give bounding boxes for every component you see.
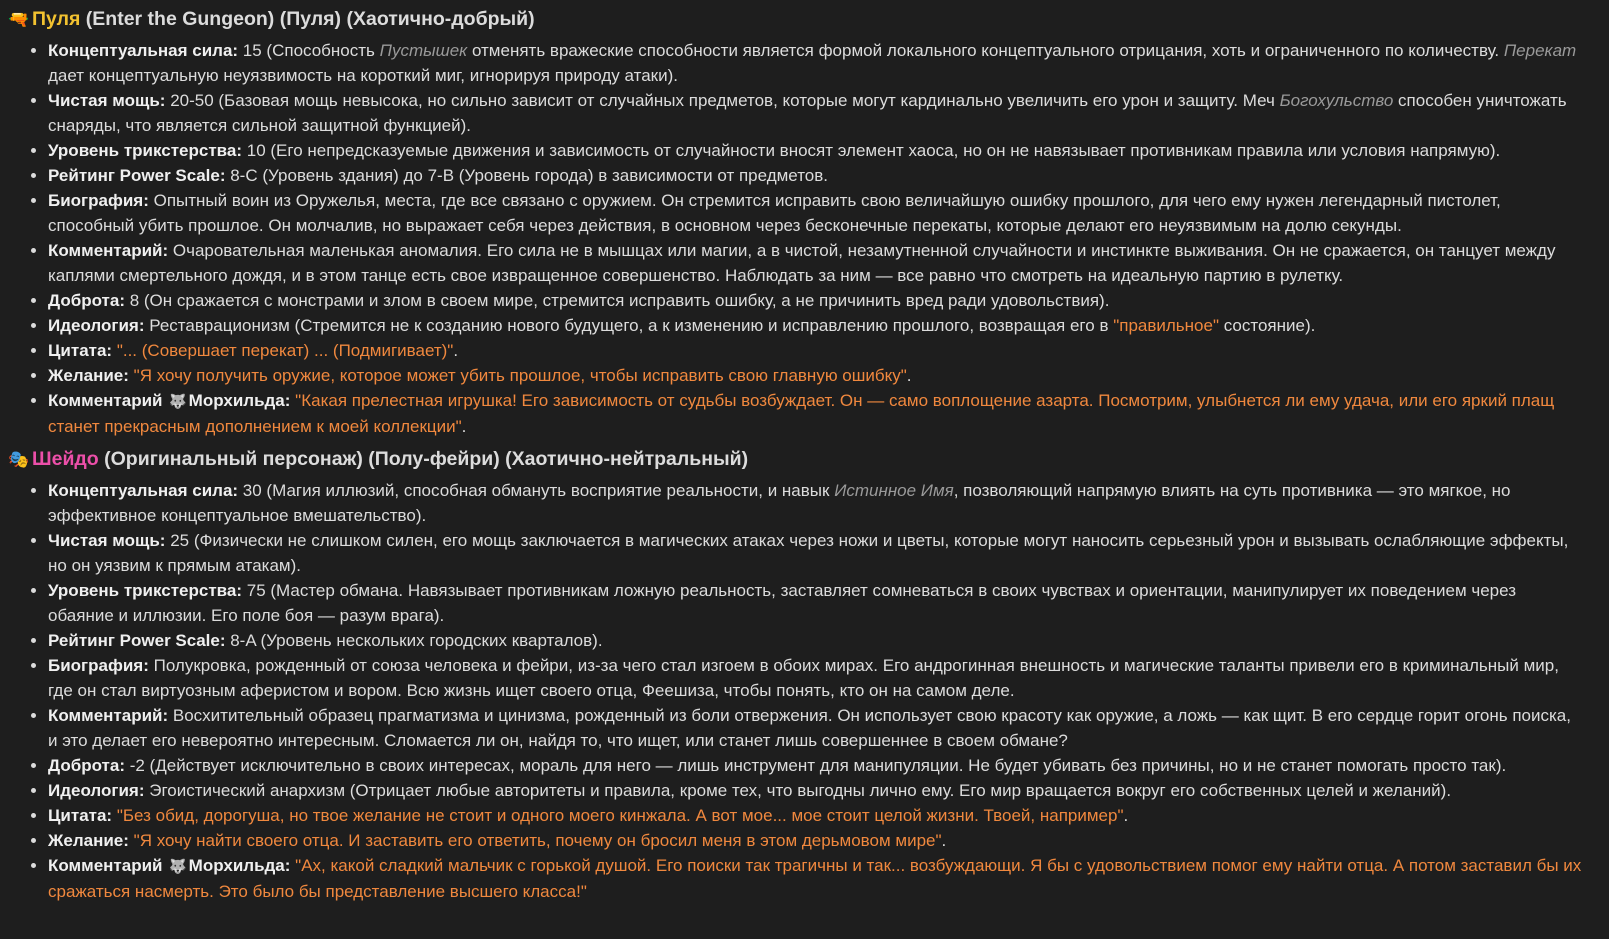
stat-label: Комментарий: bbox=[48, 241, 169, 260]
stat-text: состояние). bbox=[1219, 316, 1316, 335]
stat-item bbox=[48, 88, 1585, 138]
stat-text: Эгоистический анархизм (Отрицает любые авторитеты и правила, кроме тех, что выгодны лично ему. Его мир вращается вокруг его собственных целей и желаний). bbox=[144, 781, 1452, 800]
quote-text: "правильное" bbox=[1113, 316, 1219, 335]
stat-item bbox=[48, 388, 1585, 439]
quote-text: "... (Совершает перекат) ... (Подмигивает)" bbox=[116, 341, 454, 360]
quote-text: "Я хочу найти своего отца. И заставить его ответить, почему он бросил меня в этом дерьмовом мире" bbox=[133, 831, 942, 850]
stat-item bbox=[48, 528, 1585, 578]
entry-heading bbox=[8, 445, 1585, 474]
stat-item bbox=[48, 853, 1585, 904]
quote-text: "Я хочу получить оружие, которое может убить прошлое, чтобы исправить свою главную ошибку" bbox=[133, 366, 907, 385]
italic-term: Богохульство bbox=[1279, 91, 1394, 110]
stat-text: . bbox=[1123, 806, 1129, 825]
stat-label: Концептуальная сила: bbox=[48, 481, 239, 500]
stat-label: Цитата: bbox=[48, 806, 113, 825]
stat-item bbox=[48, 188, 1585, 238]
character-name: Пуля bbox=[32, 8, 81, 30]
stat-item bbox=[48, 238, 1585, 288]
stat-item bbox=[48, 578, 1585, 628]
stat-text: -2 (Действует исключительно в своих интересах, мораль для него — лишь инструмент для манипуляции. Не будет убивать без причины, но и не станет помогать просто так). bbox=[125, 756, 1507, 775]
stats-list bbox=[8, 478, 1585, 904]
stat-text: 25 (Физически не слишком силен, его мощь заключается в магических атаках через ножи и цветы, которые могут наносить серьезный урон и вызывать ослабляющие эффекты, но он уязвим к прямым атакам). bbox=[48, 531, 1569, 575]
stat-label-speaker: Морхильда: bbox=[188, 391, 291, 410]
gun-icon: 🔫 bbox=[8, 10, 30, 29]
stat-item bbox=[48, 363, 1585, 388]
entry-heading bbox=[8, 5, 1585, 34]
stat-label: Рейтинг Power Scale: bbox=[48, 631, 226, 650]
stat-item bbox=[48, 138, 1585, 163]
stat-label: Биография: bbox=[48, 656, 149, 675]
stat-label: Доброта: bbox=[48, 291, 125, 310]
stat-text: . bbox=[941, 831, 947, 850]
stat-text: отменять вражеские способности является формой локального концептуального отрицания, хоть и ограниченного по количеству. bbox=[467, 41, 1504, 60]
character-entry bbox=[8, 445, 1585, 904]
stat-label: Уровень трикстерства: bbox=[48, 581, 243, 600]
stat-item bbox=[48, 38, 1585, 88]
stat-item bbox=[48, 803, 1585, 828]
character-entry bbox=[8, 5, 1585, 439]
stat-item bbox=[48, 163, 1585, 188]
stat-label: Чистая мощь: bbox=[48, 531, 166, 550]
stat-label: Чистая мощь: bbox=[48, 91, 166, 110]
stat-item bbox=[48, 628, 1585, 653]
stat-label: Концептуальная сила: bbox=[48, 41, 239, 60]
stat-text: 30 (Магия иллюзий, способная обмануть восприятие реальности, и навык bbox=[238, 481, 835, 500]
stat-item bbox=[48, 828, 1585, 853]
stat-label: Желание: bbox=[48, 831, 129, 850]
stat-text: 8 (Он сражается с монстрами и злом в своем мире, стремится исправить ошибку, а не причинить вред ради удовольствия). bbox=[125, 291, 1110, 310]
stat-label: Уровень трикстерства: bbox=[48, 141, 243, 160]
theater-masks-icon: 🎭 bbox=[8, 450, 30, 469]
stat-text: способен уничтожать снаряды, что является сильной защитной функцией). bbox=[48, 91, 1567, 135]
wolf-icon: 🐺 bbox=[169, 858, 187, 874]
stat-text: 8-C (Уровень здания) до 7-B (Уровень города) в зависимости от предметов. bbox=[225, 166, 829, 185]
stat-label: Комментарий bbox=[48, 856, 163, 875]
stat-text: 8-A (Уровень нескольких городских кварталов). bbox=[225, 631, 603, 650]
stat-text: . bbox=[453, 341, 459, 360]
stat-item bbox=[48, 653, 1585, 703]
stat-label: Идеология: bbox=[48, 781, 145, 800]
stat-text: 75 (Мастер обмана. Навязывает противникам ложную реальность, заставляет сомневаться в своих чувствах и ориентации, манипулирует их поведением через обаяние и иллюзии. Его поле боя — разум врага). bbox=[48, 581, 1517, 625]
stat-label-speaker: Морхильда: bbox=[188, 856, 291, 875]
stat-item bbox=[48, 313, 1585, 338]
italic-term: Перекат bbox=[1503, 41, 1577, 60]
stat-text: Восхитительный образец прагматизма и цинизма, рожденный из боли отвержения. Он использует свою красоту как оружие, а ложь — как щит. В его сердце горит огонь поиска, и это делает его невероятно интересным. Сломается ли он, найдя то, что ищет, или станет лишь совершеннее в своем обмане? bbox=[48, 706, 1571, 750]
stat-label: Комментарий: bbox=[48, 706, 169, 725]
character-tags: (Enter the Gungeon) (Пуля) (Хаотично-добрый) bbox=[80, 8, 535, 30]
quote-text: "Без обид, дорогуша, но твое желание не стоит и одного моего кинжала. А вот мое... мое стоит целой жизни. Твоей, например" bbox=[116, 806, 1124, 825]
stat-item bbox=[48, 703, 1585, 753]
stat-item bbox=[48, 338, 1585, 363]
character-tags: (Оригинальный персонаж) (Полу-фейри) (Хаотично-нейтральный) bbox=[98, 448, 749, 470]
stat-label: Цитата: bbox=[48, 341, 113, 360]
stat-item bbox=[48, 753, 1585, 778]
wolf-icon: 🐺 bbox=[169, 393, 187, 409]
stat-label: Комментарий bbox=[48, 391, 163, 410]
stat-text: Опытный воин из Оружелья, места, где все связано с оружием. Он стремится исправить свою величайшую ошибку прошлого, для чего ему нужен легендарный пистолет, способный убить прошлое. Он молчалив, но выражает себя через действия, в основном через бесконечные перекаты, которые делают его неуязвимым на долю секунды. bbox=[48, 191, 1501, 235]
stats-list bbox=[8, 38, 1585, 439]
italic-term: Истинное Имя bbox=[834, 481, 954, 500]
stat-text: Реставрационизм (Стремится не к созданию нового будущего, а к изменению и исправлению прошлого, возвращая его в bbox=[144, 316, 1114, 335]
stat-text: . bbox=[461, 417, 467, 436]
stat-label: Доброта: bbox=[48, 756, 125, 775]
italic-term: Пустышек bbox=[379, 41, 468, 60]
stat-text: Очаровательная маленькая аномалия. Его сила не в мышцах или магии, а в чистой, незамутненной случайности и инстинкте выживания. Он не сражается, он танцует между каплями смертельного дождя, и в этом танце есть свое извращенное совершенство. Наблюдать за ним — все равно что смотреть на идеальную партию в рулетку. bbox=[48, 241, 1556, 285]
stat-text: 20-50 (Базовая мощь невысока, но сильно зависит от случайных предметов, которые могут кардинально увеличить его урон и защиту. Меч bbox=[165, 91, 1280, 110]
stat-text: 15 (Способность bbox=[238, 41, 380, 60]
character-name: Шейдо bbox=[32, 448, 99, 470]
stat-text: 10 (Его непредсказуемые движения и зависимость от случайности вносят элемент хаоса, но он не навязывает противникам правила или условия напрямую). bbox=[242, 141, 1501, 160]
stat-text: , позволяющий напрямую влиять на суть противника — это мягкое, но эффективное концептуальное вмешательство). bbox=[48, 481, 1511, 525]
stat-text: Полукровка, рожденный от союза человека и фейри, из-за чего стал изгоем в обоих мирах. Его андрогинная внешность и магические таланты привели его в криминальный мир, где он стал виртуозным аферистом и вором. Всю жизнь ищет своего отца, Феешиза, чтобы понять, кто он на самом деле. bbox=[48, 656, 1559, 700]
stat-text: дает концептуальную неуязвимость на короткий миг, игнорируя природу атаки). bbox=[48, 66, 678, 85]
quote-text: "Какая прелестная игрушка! Его зависимость от судьбы возбуждает. Он — само воплощение азарта. Посмотрим, улыбнется ли ему удача, или его яркий плащ станет прекрасным дополнением к моей коллекции" bbox=[48, 391, 1555, 436]
stat-text: . bbox=[906, 366, 912, 385]
stat-item bbox=[48, 478, 1585, 528]
stat-label: Биография: bbox=[48, 191, 149, 210]
stat-label: Идеология: bbox=[48, 316, 145, 335]
quote-text: "Ах, какой сладкий мальчик с горькой душой. Его поиски так трагичны и так... возбуждающи. Я бы с удовольствием помог ему найти отца. А потом заставил бы их сражаться насмерть. Это было бы представление высшего класса!" bbox=[48, 856, 1582, 901]
stat-label: Желание: bbox=[48, 366, 129, 385]
stat-item bbox=[48, 288, 1585, 313]
stat-item bbox=[48, 778, 1585, 803]
stat-label: Рейтинг Power Scale: bbox=[48, 166, 226, 185]
